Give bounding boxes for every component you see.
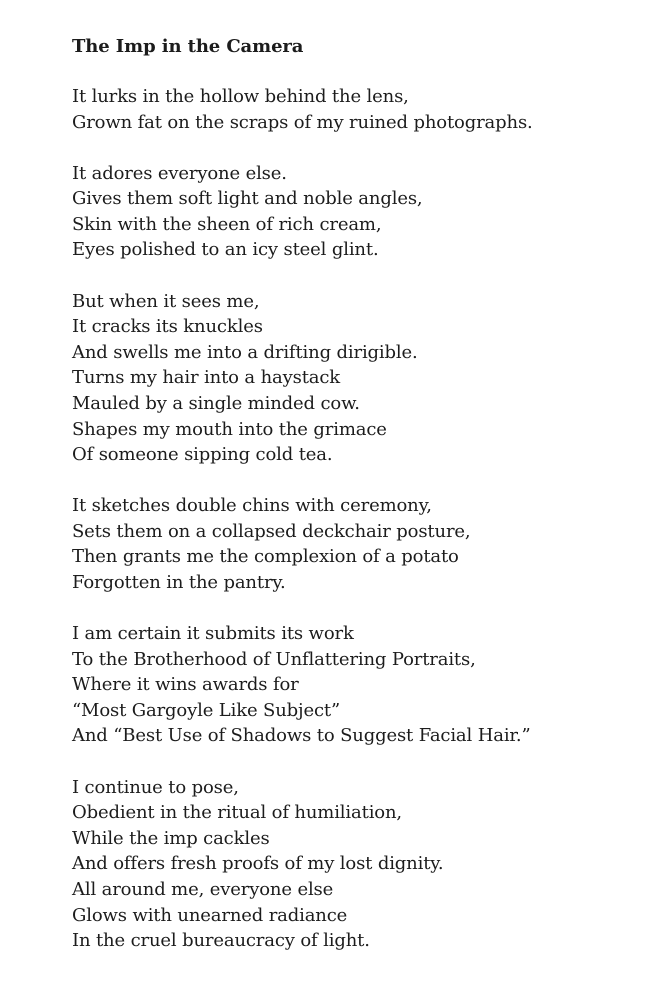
poem-line: Obedient in the ritual of humiliation, <box>72 802 402 824</box>
poem-line: Then grants me the complexion of a potato <box>72 546 459 568</box>
poem-line: Turns my hair into a haystack <box>72 367 341 389</box>
poem-line: All around me, everyone else <box>72 878 334 900</box>
poem-line: “Most Gargoyle Like Subject” <box>72 699 341 721</box>
poem-line: To the Brotherhood of Unflattering Portraits, <box>72 648 476 670</box>
poem-line: Skin with the sheen of rich cream, <box>72 213 382 235</box>
poem-line: It lurks in the hollow behind the lens, <box>72 86 409 107</box>
poem-line: And offers fresh proofs of my lost dignity. <box>72 853 444 875</box>
stanza-5 <box>72 621 652 749</box>
poem-line: I am certain it submits its work <box>72 623 354 645</box>
poem-line: Grown fat on the scraps of my ruined photographs. <box>72 111 533 133</box>
poem-line: Where it wins awards for <box>72 674 299 696</box>
poem-line: Sets them on a collapsed deckchair posture, <box>72 520 471 542</box>
poem-title: The Imp in the Camera <box>72 36 304 57</box>
poem-line: Shapes my mouth into the grimace <box>72 418 387 440</box>
poem-line: It cracks its knuckles <box>72 316 263 338</box>
poem-line: And “Best Use of Shadows to Suggest Facial Hair.” <box>72 725 531 747</box>
poem-line: Eyes polished to an icy steel glint. <box>72 239 379 261</box>
poem-line: But when it sees me, <box>72 290 260 312</box>
stanza-3 <box>72 289 652 468</box>
poem-line: And swells me into a drifting dirigible. <box>72 341 418 363</box>
stanza-2 <box>72 161 652 263</box>
poem-line: While the imp cackles <box>72 827 270 849</box>
poem-line: Forgotten in the pantry. <box>72 572 286 593</box>
poem-line: Gives them soft light and noble angles, <box>72 188 423 210</box>
stanza-4 <box>72 493 652 595</box>
poem-line: It sketches double chins with ceremony, <box>72 495 432 517</box>
stanza-1 <box>72 84 652 135</box>
poem-line: Mauled by a single minded cow. <box>72 392 360 414</box>
poem-line: Glows with unearned radiance <box>72 904 348 926</box>
poem-line: In the cruel bureaucracy of light. <box>72 930 370 952</box>
poem-line: I continue to pose, <box>72 776 239 798</box>
poem-line: It adores everyone else. <box>72 162 287 184</box>
poem-line: Of someone sipping cold tea. <box>72 444 333 466</box>
stanza-6 <box>72 775 652 954</box>
poem-page <box>72 34 652 954</box>
